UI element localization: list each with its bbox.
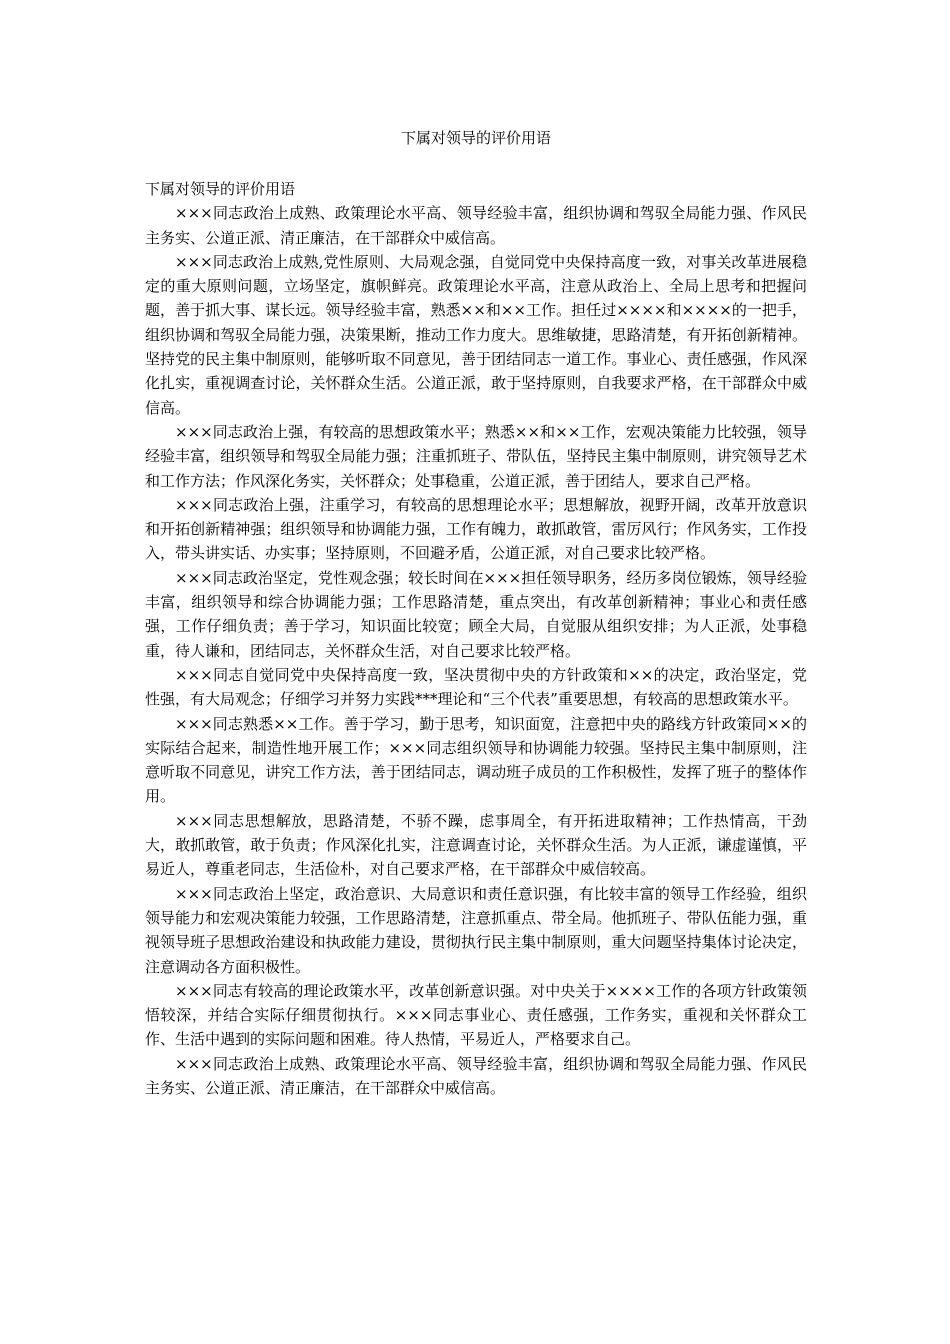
paragraph-11: ×××同志政治上成熟、政策理论水平高、领导经验丰富，组织协调和驾驭全局能力强、作风民主务实、公道正派、清正廉洁，在干部群众中威信高。: [145, 1054, 807, 1097]
paragraph-2: ×××同志政治上成熟,党性原则、大局观念强，自觉同党中央保持高度一致，对事关改革进展稳定的重大原则问题，立场坚定，旗帜鲜亮。政策理论水平高，注意从政治上、全局上思考和把握问题，善于抓大事、谋长远。领导经验丰富，熟悉××和××工作。担任过××××和××××的一把手，组织协调和驾驭全局能力强，决策果断，推动工作力度大。思维敏捷，思路清楚，有开拓创新精神。坚持党的民主集中制原则，能够听取不同意见，善于团结同志一道工作。事业心、责任感强，作风深化扎实，重视调查讨论，关怀群众生活。公道正派，敢于坚持原则，自我要求严格，在干部群众中威信高。: [145, 252, 807, 417]
paragraph-6: ×××同志自觉同党中央保持高度一致，坚决贯彻中央的方针政策和××的决定，政治坚定，党性强，有大局观念；仔细学习并努力实践***理论和“三个代表”重要思想，有较高的思想政策水平。: [145, 665, 807, 709]
paragraph-3: ×××同志政治上强，有较高的思想政策水平；熟悉××和××工作，宏观决策能力比较强，领导经验丰富，组织领导和驾驭全局能力强；注重抓班子、带队伍，坚持民主集中制原则，讲究领导艺术和工作方法；作风深化务实，关怀群众；处事稳重，公道正派，善于团结人，要求自己严格。: [145, 422, 807, 490]
document-title: 下属对领导的评价用语: [400, 129, 551, 147]
document-subtitle: 下属对领导的评价用语: [145, 180, 296, 198]
paragraph-7: ×××同志熟悉××工作。善于学习，勤于思考，知识面宽，注意把中央的路线方针政策同××的实际结合起来，制造性地开展工作；×××同志组织领导和协调能力较强。坚持民主集中制原则，注意听取不同意见，讲究工作方法，善于团结同志，调动班子成员的工作积极性，发挥了班子的整体作用。: [145, 714, 807, 806]
paragraph-5: ×××同志政治坚定，党性观念强；较长时间在×××担任领导职务，经历多岗位锻炼，领导经验丰富，组织领导和综合协调能力强；工作思路清楚，重点突出，有改革创新精神；事业心和责任感强，工作仔细负责；善于学习，知识面比较宽；顾全大局，自觉服从组织安排；为人正派，处事稳重，待人谦和，团结同志，关怀群众生活，对自己要求比较严格。: [145, 568, 807, 660]
paragraph-8: ×××同志思想解放，思路清楚，不骄不躁，虑事周全，有开拓进取精神；工作热情高，干劲大，敢抓敢管，敢于负责；作风深化扎实，注意调查讨论，关怀群众生活。为人正派，谦虚谨慎，平易近人，尊重老同志，生活俭朴，对自己要求严格，在干部群众中威信较高。: [145, 811, 807, 879]
paragraph-9: ×××同志政治上坚定，政治意识、大局意识和责任意识强，有比较丰富的领导工作经验，组织领导能力和宏观决策能力较强，工作思路清楚，注意抓重点、带全局。他抓班子、带队伍能力强，重视领导班子思想政治建设和执政能力建设，贯彻执行民主集中制原则，重大问题坚持集体讨论决定，注意调动各方面积极性。: [145, 884, 807, 976]
document-page: [145, 126, 807, 1100]
paragraph-10: ×××同志有较高的理论政策水平，改革创新意识强。对中央关于××××工作的各项方针政策领悟较深，并结合实际仔细贯彻执行。×××同志事业心、责任感强，工作务实，重视和关怀群众工作、生活中遇到的实际问题和困难。待人热情，平易近人，严格要求自己。: [145, 981, 807, 1049]
paragraph-1: ×××同志政治上成熟、政策理论水平高、领导经验丰富，组织协调和驾驭全局能力强、作风民主务实、公道正派、清正廉洁，在干部群众中威信高。: [145, 204, 807, 247]
paragraph-4: ×××同志政治上强，注重学习，有较高的思想理论水平；思想解放，视野开阔，改革开放意识和开拓创新精神强；组织领导和协调能力强，工作有魄力，敢抓敢管，雷厉风行；作风务实，工作投入，带头讲实话、办实事；坚持原则，不回避矛盾，公道正派，对自己要求比较严格。: [145, 495, 807, 563]
